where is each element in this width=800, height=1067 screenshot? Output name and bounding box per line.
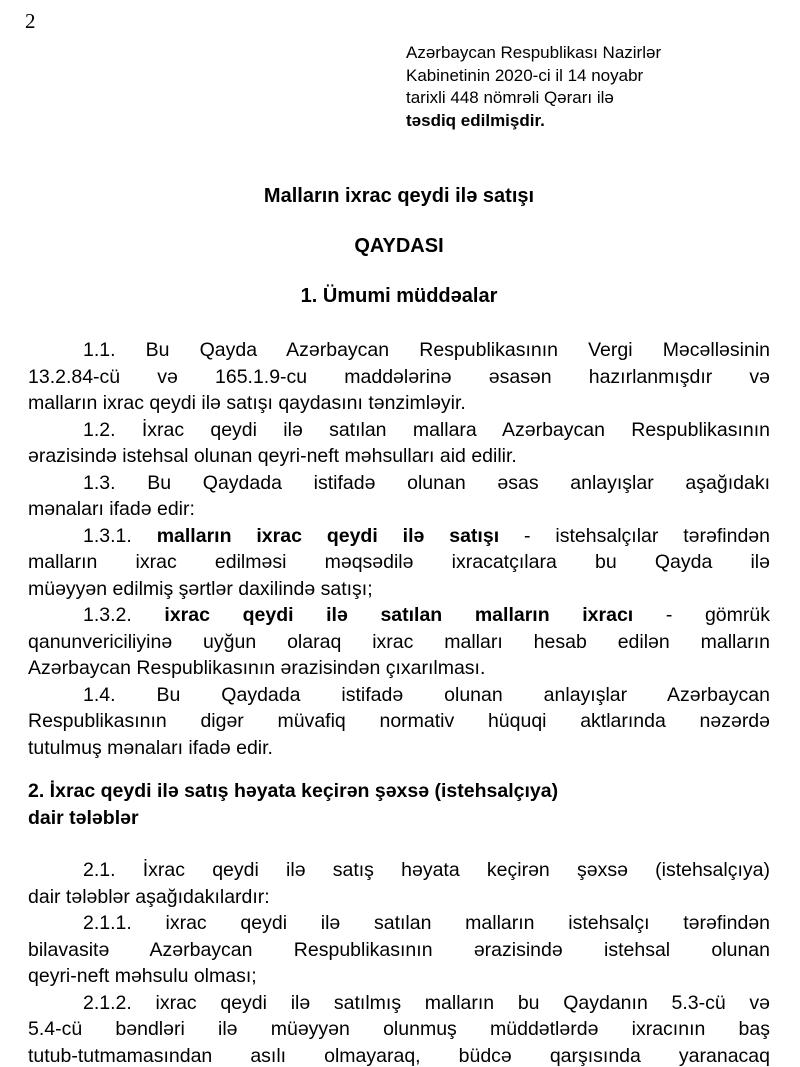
clause-1-1 [28, 337, 770, 417]
text-line: 5.4-cü bəndləri ilə müəyyən olunmuş müddətlərdə ixracının baş [28, 1018, 770, 1040]
text-line: 1.2. İxrac qeydi ilə satılan mallara Azərbaycan Respublikasının [83, 418, 770, 441]
approval-note-line: Azərbaycan Respublikası Nazirlər [406, 43, 662, 62]
text-line: dair tələblər aşağıdakılardır: [28, 885, 270, 908]
text-line: 1.1. Bu Qayda Azərbaycan Respublikasının Vergi Məcəlləsinin [83, 339, 770, 361]
clause-1-3-2 [28, 602, 770, 682]
clause-1-4 [28, 682, 770, 762]
text-line: 2.1.2. ixrac qeydi ilə satılmış malların bu Qaydanın 5.3-cü və [83, 991, 770, 1014]
approval-note-line: tarixli 448 nömrəli Qərarı ilə [406, 88, 614, 107]
document-subtitle: QAYDASI [354, 235, 444, 257]
document-title: Malların ixrac qeydi ilə satışı [263, 185, 535, 207]
text-line: 2.1.1. ixrac qeydi ilə satılan malların istehsalçı tərəfindən [83, 912, 770, 934]
text-line: qanunvericiliyinə uyğun olaraq ixrac malları hesab edilən malların [28, 630, 770, 653]
clause-2-1-2 [28, 990, 770, 1067]
text-line: tutulmuş mənaları ifadə edir. [28, 736, 273, 759]
defined-term: ixrac qeydi ilə satılan malların ixracı [164, 604, 634, 626]
text-line: 1.4. Bu Qaydada istifadə olunan anlayışlar Azərbaycan [83, 683, 770, 706]
text-line: 13.2.84-cü və 165.1.9-cu maddələrinə əsasən hazırlanmışdır və [28, 365, 770, 388]
clause-number: 1.3.2. [83, 604, 165, 626]
clause-1-3 [28, 470, 770, 523]
definition-text: - istehsalçılar tərəfindən [499, 524, 770, 547]
text-line: malların ixrac qeydi ilə satışı qaydasını tənzimləyir. [28, 392, 466, 414]
section-2-heading-line: dair tələblər [28, 807, 139, 829]
approval-note-line: Kabinetinin 2020-ci il 14 noyabr [406, 65, 644, 85]
clause-2-1 [28, 857, 770, 910]
text-line: malların ixrac edilməsi məqsədilə ixracatçılara bu Qayda ilə [28, 551, 770, 573]
section-2-heading [28, 778, 770, 832]
section-2-heading-line: 2. İxrac qeydi ilə satış həyata keçirən şəxsə (istehsalçıya) [28, 780, 559, 802]
clause-1-3-1 [28, 523, 770, 603]
text-line: müəyyən edilmiş şərtlər daxilində satışı; [28, 577, 373, 600]
text-line: tutub-tutmamasından asılı olmayaraq, büdcə qarşısında yaranacaq [28, 1044, 770, 1067]
text-line: Respublikasının digər müvafiq normativ hüquqi aktlarında nəzərdə [28, 710, 770, 732]
text-line: qeyri-neft məhsulu olması; [28, 965, 257, 987]
text-line: 1.3. Bu Qaydada istifadə olunan əsas anlayışlar aşağıdakı [83, 471, 770, 494]
section-1-heading: 1. Ümumi müddəalar [300, 285, 498, 307]
clause-2-1-1 [28, 910, 770, 990]
page-number: 2 [25, 9, 36, 33]
defined-term: malların ixrac qeydi ilə satışı [156, 524, 500, 547]
clause-1-2 [28, 417, 770, 470]
text-line: mənaları ifadə edir: [28, 498, 195, 520]
definition-text: - gömrük [633, 604, 770, 626]
text-line [28, 602, 770, 629]
document-body [28, 337, 770, 1067]
text-line: ərazisində istehsal olunan qeyri-neft məhsulları aid edilir. [28, 445, 517, 467]
text-line: Azərbaycan Respublikasının ərazisindən çıxarılması. [28, 657, 486, 679]
approval-note [406, 42, 712, 132]
text-line [28, 523, 770, 550]
clause-number: 1.3.1. [83, 524, 157, 547]
text-line: 2.1. İxrac qeydi ilə satış həyata keçirən şəxsə (istehsalçıya) [83, 859, 770, 881]
approval-note-bold-line: təsdiq edilmişdir. [406, 110, 545, 130]
text-line: bilavasitə Azərbaycan Respublikasının ərazisində istehsal olunan [28, 938, 770, 961]
